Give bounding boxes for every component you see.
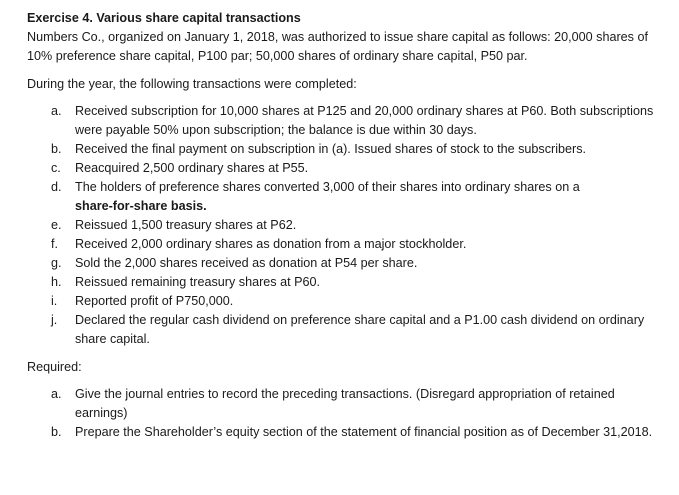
transaction-text: Declared the regular cash dividend on preference share capital and a P1.00 cash dividend on ordinary share capital. [75,313,645,346]
required-text: Prepare the Shareholder’s equity section of the statement of financial position as of December 31,2018. [75,425,653,439]
transactions-heading: During the year, the following transactions were completed: [27,77,357,91]
required-item [27,423,661,442]
transaction-marker: h. [51,275,62,289]
transaction-text: Received 2,000 ordinary shares as donation from a major stockholder. [75,237,467,251]
required-list [27,385,661,442]
transaction-marker: a. [51,104,62,118]
transaction-text: The holders of preference shares converted 3,000 of their shares into ordinary shares on a [75,180,580,194]
transaction-item [27,159,661,178]
transaction-marker: b. [51,142,62,156]
transaction-text: Reissued remaining treasury shares at P60. [75,275,321,289]
transaction-text: Received the final payment on subscription in (a). Issued shares of stock to the subscribers. [75,142,586,156]
exercise-title: Exercise 4. Various share capital transactions [27,11,301,25]
transaction-item [27,254,661,273]
transaction-item [27,216,661,235]
exercise-intro: Numbers Co., organized on January 1, 2018, was authorized to issue share capital as follows: 20,000 shares of 10% preference share capital, P100 par; 50,000 shares of ordinary share capital, P50 par. [27,30,648,63]
transaction-text: Sold the 2,000 shares received as donation at P54 per share. [75,256,418,270]
transaction-marker: c. [51,161,61,175]
transaction-item [27,273,661,292]
transaction-marker: d. [51,180,62,194]
transaction-text: Reissued 1,500 treasury shares at P62. [75,218,297,232]
transaction-item [27,235,661,254]
transaction-marker: g. [51,256,62,270]
transaction-item [27,178,661,216]
transaction-item [27,140,661,159]
required-heading: Required: [27,360,82,374]
transaction-text: Reacquired 2,500 ordinary shares at P55. [75,161,309,175]
transaction-marker: j. [51,313,58,327]
required-item [27,385,661,423]
required-marker: b. [51,425,62,439]
transaction-text-bold: share-for-share basis. [75,199,207,213]
transaction-marker: e. [51,218,62,232]
required-text: Give the journal entries to record the preceding transactions. (Disregard appropriation of retained earnings) [75,387,615,420]
transaction-text: Received subscription for 10,000 shares at P125 and 20,000 ordinary shares at P60. Both subscriptions were payable 50% upon subscription; the balance is due within 30 days. [75,104,654,137]
transactions-list [27,102,661,349]
transaction-item [27,292,661,311]
required-marker: a. [51,387,62,401]
transaction-text: Reported profit of P750,000. [75,294,234,308]
transaction-marker: f. [51,237,58,251]
transaction-item [27,102,661,140]
transaction-item [27,311,661,349]
transaction-marker: i. [51,294,58,308]
